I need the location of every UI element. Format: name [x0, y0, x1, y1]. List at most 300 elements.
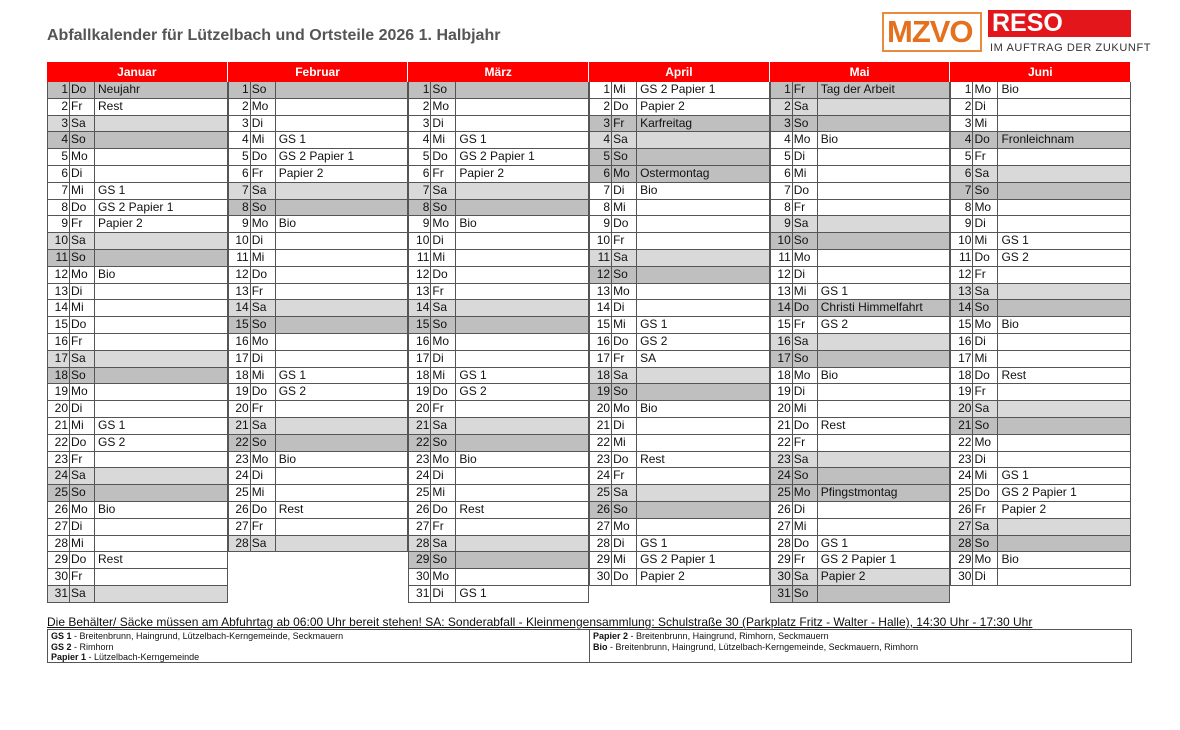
day-event: GS 2 Papier 1	[640, 552, 716, 567]
day-event	[276, 284, 408, 300]
weekday: Mi	[973, 351, 998, 367]
day-row	[950, 485, 1131, 502]
weekday: Mi	[612, 552, 637, 568]
legend-left	[48, 630, 589, 662]
day-row	[408, 166, 589, 183]
day-row	[589, 569, 770, 586]
day-event	[637, 200, 769, 216]
day-number: 13	[48, 284, 70, 300]
day-number: 26	[48, 502, 70, 518]
weekday: So	[431, 82, 456, 98]
day-number: 17	[48, 351, 70, 367]
day-number: 10	[590, 233, 612, 249]
day-number: 20	[48, 401, 70, 417]
day-row	[408, 519, 589, 536]
weekday: Fr	[70, 569, 95, 585]
day-row	[950, 233, 1131, 250]
day-event	[456, 435, 588, 451]
day-row	[950, 401, 1131, 418]
weekday: Di	[612, 418, 637, 434]
weekday: Do	[70, 200, 95, 216]
weekday: So	[251, 82, 276, 98]
day-number: 16	[409, 334, 431, 350]
day-number: 12	[951, 267, 973, 283]
day-row	[950, 267, 1131, 284]
weekday: Fr	[251, 401, 276, 417]
weekday: Do	[793, 183, 818, 199]
day-event	[276, 99, 408, 115]
day-event: Bio	[640, 401, 658, 416]
day-row	[47, 586, 228, 603]
day-event	[95, 132, 227, 148]
day-number: 30	[951, 569, 973, 585]
day-number: 8	[229, 200, 251, 216]
day-number: 3	[409, 116, 431, 132]
day-event: GS 1	[459, 367, 487, 382]
day-event: Bio	[820, 132, 839, 147]
day-number: 26	[409, 502, 431, 518]
day-number: 12	[590, 267, 612, 283]
day-event	[95, 233, 227, 249]
day-row	[47, 569, 228, 586]
month-column	[47, 62, 228, 603]
weekday: Do	[431, 267, 456, 283]
day-number: 6	[951, 166, 973, 182]
weekday: Fr	[431, 284, 456, 300]
weekday: Mo	[973, 200, 998, 216]
day-event	[456, 317, 588, 333]
day-row	[408, 132, 589, 149]
day-event	[276, 82, 408, 98]
day-number: 26	[951, 502, 973, 518]
day-number: 18	[951, 368, 973, 384]
day-row	[589, 368, 770, 385]
day-event	[818, 267, 950, 283]
weekday: Mi	[612, 82, 637, 98]
day-event: Karfreitag	[640, 115, 693, 130]
weekday: Fr	[793, 317, 818, 333]
calendar-grid	[47, 62, 1131, 603]
day-event	[637, 435, 769, 451]
day-row	[950, 132, 1131, 149]
logo	[882, 9, 1152, 56]
month-column	[950, 62, 1131, 603]
weekday: Mo	[793, 132, 818, 148]
day-event	[998, 284, 1130, 300]
weekday: So	[431, 552, 456, 568]
day-number: 27	[771, 519, 793, 535]
day-event: Fronleichnam	[1001, 132, 1075, 147]
day-row	[228, 183, 409, 200]
weekday: Mo	[431, 569, 456, 585]
day-row	[589, 284, 770, 301]
day-number: 11	[771, 250, 793, 266]
day-event: Bio	[278, 216, 297, 231]
day-row	[228, 502, 409, 519]
weekday: Mi	[251, 250, 276, 266]
weekday: Sa	[793, 99, 818, 115]
day-event	[276, 536, 408, 552]
day-number: 15	[48, 317, 70, 333]
day-row	[950, 284, 1131, 301]
weekday: Di	[612, 536, 637, 552]
day-number: 9	[409, 216, 431, 232]
day-row	[408, 82, 589, 99]
day-event	[276, 435, 408, 451]
day-event	[95, 116, 227, 132]
day-row	[47, 468, 228, 485]
day-event: Bio	[459, 451, 477, 466]
day-number: 21	[951, 418, 973, 434]
day-number: 7	[48, 183, 70, 199]
day-number: 6	[229, 166, 251, 182]
day-number: 23	[48, 452, 70, 468]
day-number: 10	[409, 233, 431, 249]
day-event	[998, 183, 1130, 199]
day-row	[408, 368, 589, 385]
day-row	[950, 300, 1131, 317]
day-row	[589, 536, 770, 553]
day-row	[47, 216, 228, 233]
day-number: 31	[771, 586, 793, 602]
day-number: 7	[409, 183, 431, 199]
weekday: Mi	[70, 536, 95, 552]
day-event	[818, 250, 950, 266]
day-row	[950, 552, 1131, 569]
day-event: GS 2 Papier 1	[640, 82, 716, 96]
day-event	[95, 149, 227, 165]
day-number: 23	[771, 452, 793, 468]
day-row	[770, 502, 951, 519]
day-row	[589, 384, 770, 401]
day-row	[770, 536, 951, 553]
weekday: Fr	[431, 519, 456, 535]
weekday: Mi	[70, 418, 95, 434]
weekday: Mi	[251, 368, 276, 384]
day-event: Bio	[820, 367, 839, 382]
weekday: So	[793, 586, 818, 602]
month-column	[408, 62, 589, 603]
day-number: 21	[590, 418, 612, 434]
day-number: 19	[409, 384, 431, 400]
weekday: Di	[973, 216, 998, 232]
weekday: Sa	[431, 183, 456, 199]
day-event	[637, 149, 769, 165]
weekday: Di	[973, 99, 998, 115]
day-event: Papier 2	[98, 216, 143, 231]
day-number: 15	[409, 317, 431, 333]
day-number: 8	[771, 200, 793, 216]
day-row	[589, 183, 770, 200]
day-number: 14	[951, 300, 973, 316]
day-event: Pfingstmontag	[820, 485, 898, 500]
day-row	[589, 418, 770, 435]
weekday: Mi	[793, 519, 818, 535]
day-row	[47, 368, 228, 385]
day-number: 24	[409, 468, 431, 484]
weekday: Do	[793, 418, 818, 434]
month-column	[589, 62, 770, 603]
day-event	[95, 536, 227, 552]
day-number: 8	[48, 200, 70, 216]
day-row	[589, 166, 770, 183]
day-number: 5	[409, 149, 431, 165]
day-number: 12	[409, 267, 431, 283]
day-row	[950, 82, 1131, 99]
day-event: GS 2	[459, 384, 487, 399]
day-row	[408, 233, 589, 250]
logo-tagline: IM AUFTRAG DER ZUKUNFT	[990, 42, 1152, 54]
day-number: 6	[409, 166, 431, 182]
day-row	[228, 233, 409, 250]
weekday: Di	[431, 586, 456, 602]
day-event	[998, 351, 1130, 367]
day-number: 3	[951, 116, 973, 132]
weekday: Sa	[612, 250, 637, 266]
day-event: GS 1	[820, 283, 849, 298]
weekday: So	[793, 468, 818, 484]
day-number: 7	[771, 183, 793, 199]
day-row	[589, 216, 770, 233]
day-event	[818, 502, 950, 518]
day-number: 12	[229, 267, 251, 283]
weekday: Di	[612, 183, 637, 199]
day-number: 19	[771, 384, 793, 400]
day-number: 6	[590, 166, 612, 182]
day-number: 16	[951, 334, 973, 350]
day-event: Rest	[98, 552, 123, 567]
weekday: So	[612, 267, 637, 283]
day-number: 14	[590, 300, 612, 316]
day-row	[228, 536, 409, 553]
weekday: Fr	[431, 401, 456, 417]
day-event	[456, 569, 588, 585]
weekday: Di	[973, 334, 998, 350]
weekday: Mo	[612, 166, 637, 182]
day-event	[456, 334, 588, 350]
day-number: 17	[771, 351, 793, 367]
legend-key: GS 1	[51, 631, 72, 641]
weekday: Sa	[70, 233, 95, 249]
weekday: Do	[973, 368, 998, 384]
weekday: So	[70, 250, 95, 266]
day-row	[770, 233, 951, 250]
day-event: GS 1	[459, 132, 487, 147]
day-number: 25	[951, 485, 973, 501]
legend-right	[589, 630, 1131, 662]
day-row	[950, 250, 1131, 267]
weekday: Di	[251, 351, 276, 367]
day-event	[998, 200, 1130, 216]
month-header: Juni	[950, 62, 1131, 82]
day-event: GS 2	[820, 317, 849, 332]
day-event	[998, 116, 1130, 132]
day-row	[770, 300, 951, 317]
day-row	[408, 351, 589, 368]
day-event: Neujahr	[98, 82, 141, 96]
day-number: 19	[229, 384, 251, 400]
day-event	[95, 519, 227, 535]
day-number: 30	[409, 569, 431, 585]
day-event: Papier 2	[640, 569, 685, 584]
day-number: 20	[229, 401, 251, 417]
day-row	[589, 401, 770, 418]
weekday: Mo	[612, 519, 637, 535]
day-row	[47, 519, 228, 536]
day-row	[47, 351, 228, 368]
weekday: Fr	[973, 149, 998, 165]
day-row	[589, 552, 770, 569]
day-row	[589, 519, 770, 536]
weekday: So	[251, 317, 276, 333]
day-event	[818, 334, 950, 350]
day-number: 14	[229, 300, 251, 316]
day-event	[818, 116, 950, 132]
day-row	[589, 116, 770, 133]
day-event	[456, 401, 588, 417]
day-event	[95, 468, 227, 484]
day-row	[228, 166, 409, 183]
day-event	[276, 485, 408, 501]
day-row	[770, 485, 951, 502]
day-event: GS 2	[278, 384, 307, 399]
day-row	[228, 116, 409, 133]
day-number: 29	[951, 552, 973, 568]
weekday: Do	[251, 267, 276, 283]
day-event	[95, 300, 227, 316]
day-row	[770, 384, 951, 401]
day-row	[47, 418, 228, 435]
weekday: Do	[431, 384, 456, 400]
weekday: Fr	[793, 82, 818, 98]
day-row	[47, 99, 228, 116]
weekday: So	[973, 183, 998, 199]
day-number: 9	[229, 216, 251, 232]
weekday: Sa	[70, 116, 95, 132]
weekday: Mo	[70, 149, 95, 165]
month-column	[770, 62, 951, 603]
day-event	[818, 519, 950, 535]
day-number: 8	[951, 200, 973, 216]
day-event	[456, 250, 588, 266]
day-row	[950, 452, 1131, 469]
day-row	[408, 485, 589, 502]
day-number: 27	[229, 519, 251, 535]
weekday: Fr	[431, 166, 456, 182]
day-number: 28	[229, 536, 251, 552]
day-event: Rest	[459, 501, 485, 516]
day-event	[637, 300, 769, 316]
day-row	[408, 216, 589, 233]
day-row	[228, 132, 409, 149]
weekday: Di	[612, 300, 637, 316]
day-event	[818, 452, 950, 468]
day-event	[998, 149, 1130, 165]
weekday: Fr	[973, 384, 998, 400]
weekday: Mo	[251, 452, 276, 468]
day-event	[818, 351, 950, 367]
day-number: 13	[771, 284, 793, 300]
day-number: 8	[590, 200, 612, 216]
day-number: 24	[590, 468, 612, 484]
weekday: Di	[973, 452, 998, 468]
weekday: Sa	[793, 569, 818, 585]
day-event	[818, 435, 950, 451]
day-number: 24	[229, 468, 251, 484]
legend-text: - Breitenbrunn, Haingrund, Rimhorn, Seckmauern	[628, 631, 829, 641]
day-row	[589, 267, 770, 284]
weekday: Sa	[612, 485, 637, 501]
day-event	[637, 267, 769, 283]
day-event	[276, 250, 408, 266]
day-row	[408, 452, 589, 469]
day-number: 28	[771, 536, 793, 552]
legend-box	[47, 629, 1132, 663]
day-row	[228, 200, 409, 217]
day-row	[950, 384, 1131, 401]
day-row	[47, 401, 228, 418]
weekday: Fr	[793, 200, 818, 216]
day-row	[770, 82, 951, 99]
weekday: So	[973, 536, 998, 552]
day-event	[95, 284, 227, 300]
weekday: So	[973, 418, 998, 434]
weekday: Di	[431, 351, 456, 367]
weekday: Mi	[612, 435, 637, 451]
day-number: 23	[409, 452, 431, 468]
day-event	[998, 435, 1130, 451]
weekday: Sa	[431, 418, 456, 434]
weekday: Mi	[973, 468, 998, 484]
legend-key: Papier 2	[593, 631, 629, 641]
day-number: 29	[409, 552, 431, 568]
day-row	[228, 82, 409, 99]
day-row	[950, 183, 1131, 200]
weekday: Mi	[431, 485, 456, 501]
day-row	[228, 250, 409, 267]
day-number: 3	[590, 116, 612, 132]
day-event: Papier 2	[1001, 501, 1047, 516]
day-number: 22	[229, 435, 251, 451]
weekday: Mi	[973, 233, 998, 249]
weekday: Sa	[793, 216, 818, 232]
weekday: Sa	[793, 452, 818, 468]
day-row	[408, 284, 589, 301]
weekday: Mi	[612, 317, 637, 333]
day-number: 9	[590, 216, 612, 232]
day-row	[228, 418, 409, 435]
weekday: Mo	[431, 452, 456, 468]
day-event	[818, 401, 950, 417]
day-number: 16	[229, 334, 251, 350]
day-number: 1	[409, 82, 431, 98]
weekday: Mo	[70, 384, 95, 400]
day-event	[998, 267, 1130, 283]
day-event	[456, 82, 588, 98]
day-row	[589, 452, 770, 469]
day-event	[998, 569, 1130, 585]
weekday: So	[431, 435, 456, 451]
day-number: 22	[951, 435, 973, 451]
day-event	[95, 452, 227, 468]
weekday: Sa	[973, 519, 998, 535]
day-event	[95, 351, 227, 367]
weekday: Di	[431, 468, 456, 484]
month-header: Januar	[47, 62, 228, 82]
day-row	[770, 435, 951, 452]
day-row	[589, 334, 770, 351]
weekday: Mi	[793, 166, 818, 182]
